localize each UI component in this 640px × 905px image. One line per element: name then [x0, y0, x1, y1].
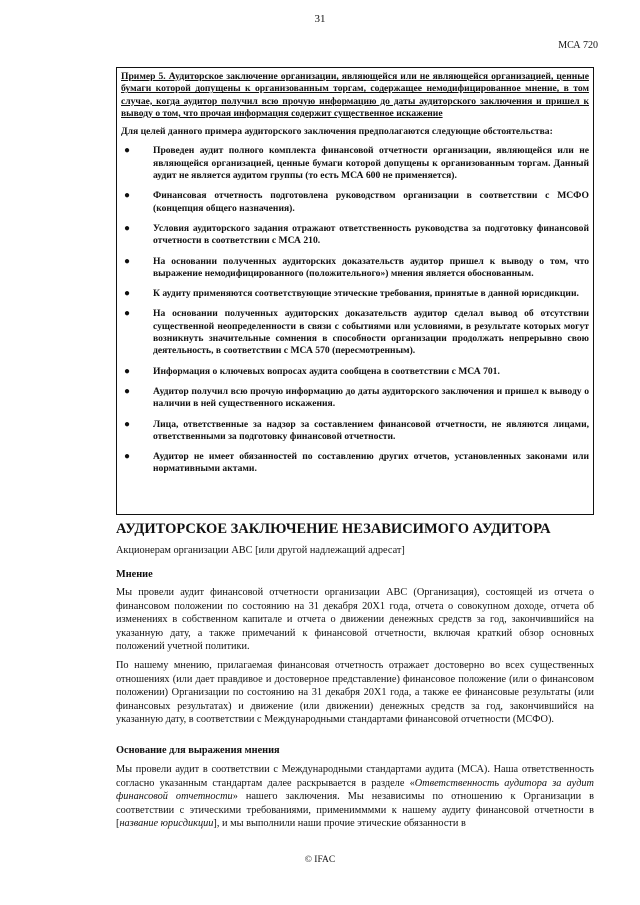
bullet-icon: ●	[124, 308, 131, 320]
list-item: ● Условия аудиторского задания отражают ответственность руководства за подготовку финансовой отчетности в соответствии с МСА 210.	[124, 222, 589, 247]
opinion-heading: Мнение	[116, 569, 153, 580]
list-item: ● Аудитор не имеет обязанностей по составлению других отчетов, установленных законами или нормативными актами.	[124, 451, 589, 475]
bullet-icon: ●	[124, 145, 131, 157]
bullet-icon: ●	[124, 451, 131, 463]
section-reference: Ответственность аудитора за аудит финансовой отчетности	[116, 777, 594, 802]
opinion-paragraph-2: По нашему мнению, прилагаемая финансовая отчетность отражает достоверно во всех существенных отношениях (или дает правдивое и достоверное представление) финансовое положение (или о финансовом положении) Организации по состоянию на 31 декабря 20Х1 года, а также ее финансовые результаты (или финансовых результатах) и движение (или движении) денежных средств за год, закончившийся на указанную дату, в соответствии с Международными стандартами финансовой отчетности (МСФО).	[116, 660, 594, 725]
list-item: ● Аудитор получил всю прочую информацию до даты аудиторского заключения и пришел к выводу о наличии в ней существенного искажения.	[124, 385, 589, 410]
page-number: 31	[314, 13, 326, 25]
basis-paragraph: Мы провели аудит в соответствии с Международными стандартами аудита (МСА). Наша ответственность согласно указанным стандартам далее раскрывается в разделе «Ответственность аудитора за аудит финансовой отчетности» нашего заключения. Мы независимы по отношению к Организации в соответствии с этическими требованиями, применимммми к нашему аудиту финансовой отчетности в [название юрисдикции], и мы выполнили наши прочие этические обязанности в	[116, 764, 594, 829]
list-item: ● На основании полученных аудиторских доказательств аудитор сделал вывод об отсутствии существенной неопределенности в связи с событиями или условиями, в результате которых могут возникнуть значительные сомнения в способности организации продолжать непрерывно свою деятельность, в соответствии с МСА 570 (пересмотренным).	[124, 308, 589, 357]
bullet-icon: ●	[124, 288, 131, 300]
circumstances-list	[121, 145, 589, 475]
copyright-footer: © IFAC	[304, 855, 336, 865]
addressee: Акционерам организации АВС [или другой надлежащий адресат]	[116, 545, 405, 556]
list-item: ● Проведен аудит полного комплекта финансовой отчетности организации, являющейся или не являющейся организацией, ценные бумаги которой допущены к организованным торгам. Данный аудит не является аудитом группы (то есть МСА 600 не применяется).	[124, 145, 589, 182]
bullet-icon: ●	[124, 365, 131, 377]
bullet-icon: ●	[124, 418, 131, 430]
list-item: ● Информация о ключевых вопросах аудита сообщена в соответствии с МСА 701.	[124, 365, 500, 377]
example-box	[116, 67, 594, 515]
bullet-icon: ●	[124, 222, 131, 234]
document-code: МСА 720	[558, 40, 598, 51]
opinion-paragraph-1: Мы провели аудит финансовой отчетности организации АВС (Организация), состоящей из отчета о финансовом положении по состоянию на 31 декабря 20Х1 года, отчета о совокупном доходе, отчета об изменениях в собственном капитале и отчета о движении денежных средств за год, закончившийся на указанную дату, а также примечаний к финансовой отчетности, включая краткий обзор основных положений учетной политики.	[116, 587, 594, 652]
example-title: Пример 5. Аудиторское заключение организации, являющейся или не являющейся организацией, ценные бумаги которой допущены к организованным торгам, содержащее немодифицированное мнение, в том случае, когда аудитор получил всю прочую информацию до даты аудиторского заключения и пришел к выводу о том, что прочая информация содержит существенное искажение	[121, 71, 589, 119]
example-intro: Для целей данного примера аудиторского заключения предполагаются следующие обстоятельства:	[121, 126, 553, 138]
list-item: ● К аудиту применяются соответствующие этические требования, принятые в данной юрисдикции.	[124, 288, 579, 300]
list-item: ● Финансовая отчетность подготовлена руководством организации в соответствии с МСФО (концепция общего назначения).	[124, 190, 589, 214]
list-item: ● Лица, ответственные за надзор за составлением финансовой отчетности, не являются лицами, ответственными за подготовку финансовой отчетности.	[124, 418, 589, 442]
bullet-icon: ●	[124, 190, 131, 202]
basis-heading: Основание для выражения мнения	[116, 745, 280, 756]
report-heading: АУДИТОРСКОЕ ЗАКЛЮЧЕНИЕ НЕЗАВИСИМОГО АУДИТОРА	[116, 521, 551, 537]
bullet-icon: ●	[124, 255, 131, 267]
jurisdiction-placeholder: название юрисдикции	[119, 818, 214, 829]
bullet-icon: ●	[124, 385, 131, 397]
list-item: ● На основании полученных аудиторских доказательств аудитор пришел к выводу о том, что выражение немодифицированного (положительного») мнения является обоснованным.	[124, 255, 589, 279]
